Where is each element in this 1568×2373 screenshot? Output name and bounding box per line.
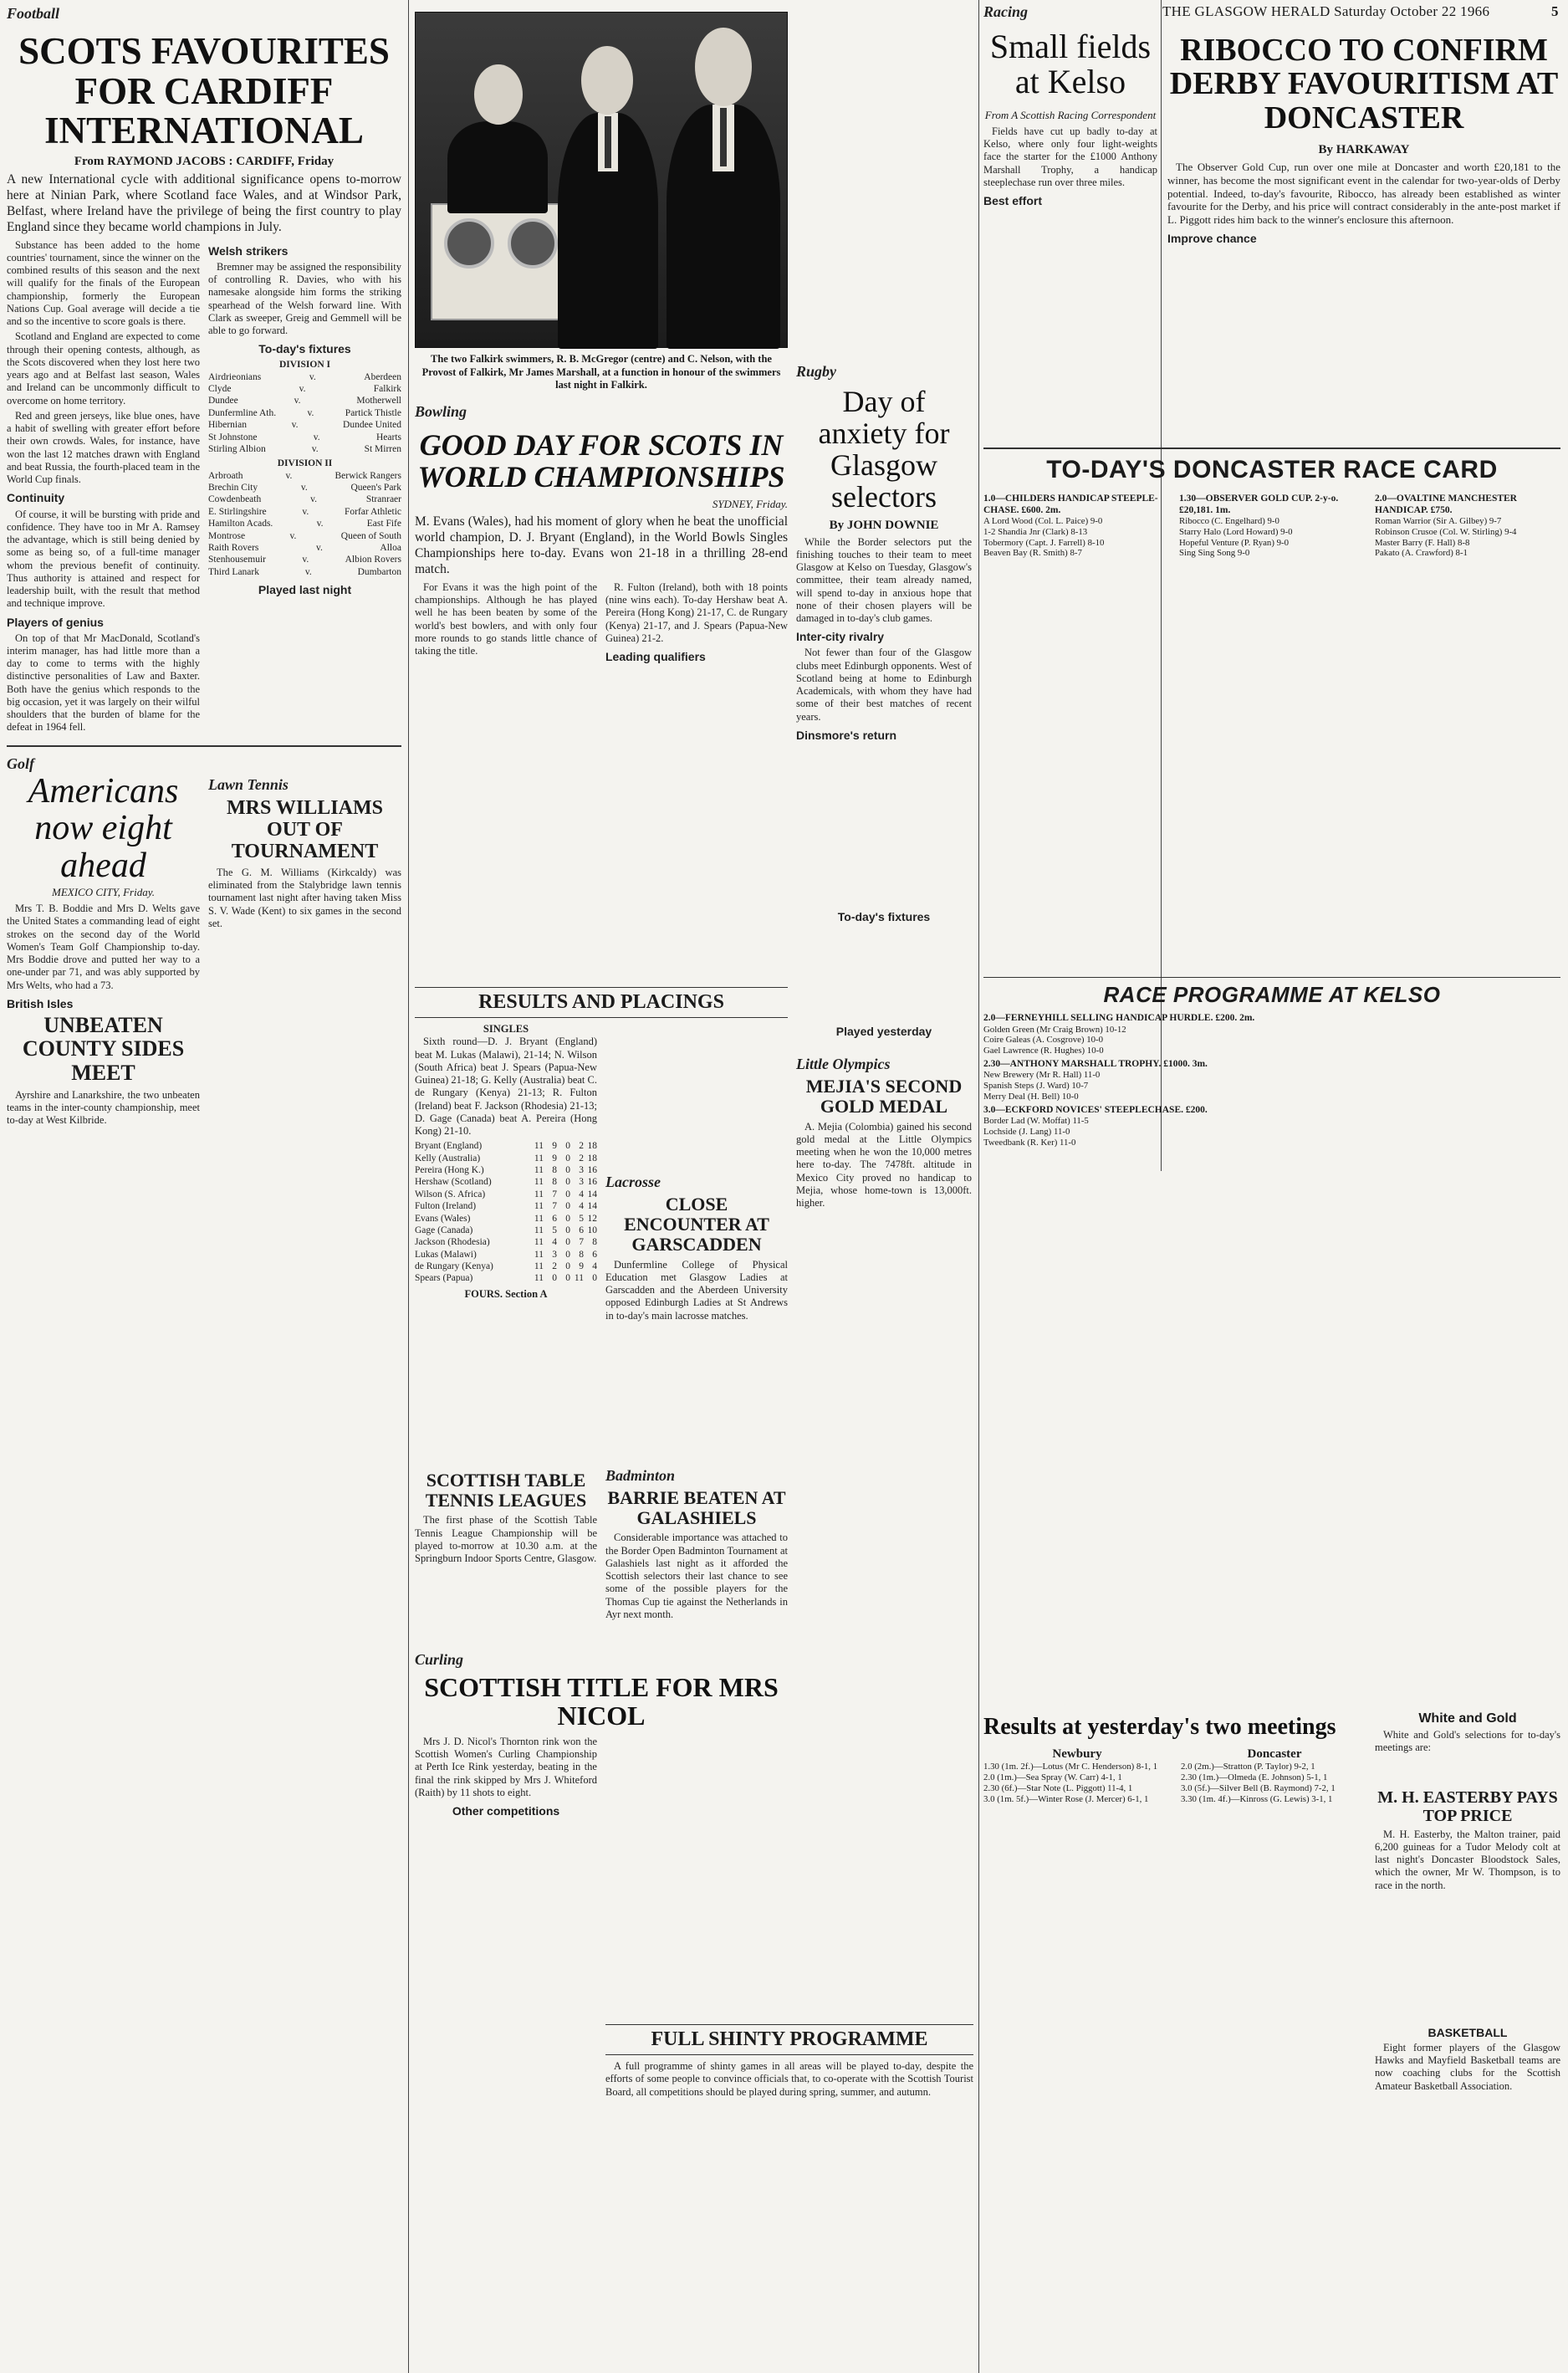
section-golf: Golf xyxy=(7,754,34,772)
other-competitions: Other competitions xyxy=(452,1804,560,1818)
person-head xyxy=(695,28,752,106)
easterby-headline: M. H. EASTERBY PAYS TOP PRICE xyxy=(1377,1787,1558,1825)
golf-col-a xyxy=(7,773,200,1130)
badminton-article xyxy=(605,1467,788,1624)
golf-columns xyxy=(7,773,401,1130)
rugby-played-yesterday: Played yesterday xyxy=(835,1025,932,1039)
fixture-row: Hamilton Acads. v. East Fife xyxy=(208,519,401,529)
results-yesterday xyxy=(983,1715,1368,2367)
placing-row: Hershaw (Scotland) 11 8 0 3 16 xyxy=(415,1177,597,1188)
curling-article xyxy=(415,1651,788,1820)
results-article xyxy=(415,982,788,1325)
section-rule xyxy=(983,977,1560,978)
bowling-lead: M. Evans (Wales), had his moment of glory when he beat the unofficial world champion, D. J. Bryant (England), in the World Bowls Singles Championships here to-day. Evans won 21-18 in a thrilling 28-end match. xyxy=(415,514,788,577)
section-little-olympics: Little Olympics xyxy=(796,1056,891,1073)
fixtures-table xyxy=(208,359,401,578)
swimmers-photo xyxy=(415,12,788,348)
fixture-row: Dundee v. Motherwell xyxy=(208,396,401,407)
fixture-row: Brechin City v. Queen's Park xyxy=(208,483,401,494)
bowling-article xyxy=(415,403,788,667)
lacrosse-body: Dunfermline College of Physical Education met Glasgow Ladies at Garscadden and the Aberdeen University opposed Edinburgh Ladies at St Andrews in to-day's main lacrosse matches. xyxy=(605,1258,788,1322)
ribocco-headline: RIBOCCO TO CONFIRM DERBY FAVOURITISM AT DONCASTER xyxy=(1169,33,1559,136)
cardiff-columns xyxy=(7,239,401,737)
results-col-a: SINGLES Sixth round—D. J. Bryant (England) beat M. Lukas (Malawi), 21-14; N. Wilson (South Africa) beat J. Spears (Papua-New Guinea) 21-18; G. Kelly (Australia) beat C. de Rungary (Kenya) 21-13; R. Fulton (Ireland) beat F. Jackson (Rhodesia) 21-13; D. Gage (Canada) beat A. Pereira (Hong Kong) 21-10. Bryant (England) 11 9 0 2 18 Kelly (Australia) 11 9 0 2 18 Pereira (Hong K.) 11 8 0 3 16 Hershaw (Scotland) 11 8 0 3 16 Wilson (S. Africa) 11 7 0 4 14 Fulton (Ireland) 11 7 0 4 14 Evans (Wales) 11 6 0 5 12 Gage (Canada) 11 5 0 6 10 Jackson (Rhodesia) 11 4 0 7 8 Lukas (Malawi) 11 3 0 8 6 de Rungary (Kenya) 11 2 0 9 4 Spears (Papua) 11 0 0 11 0 FOURS. Section A xyxy=(415,1023,597,1300)
subhead-welsh: Welsh strikers xyxy=(208,243,289,258)
ribocco-byline: By HARKAWAY xyxy=(1318,142,1410,156)
placing-row: Wilson (S. Africa) 11 7 0 4 14 xyxy=(415,1189,597,1199)
placing-row: Lukas (Malawi) 11 3 0 8 6 xyxy=(415,1249,597,1260)
fixture-row: Third Lanark v. Dumbarton xyxy=(208,566,401,577)
cardiff-headline: SCOTS FAVOURITES FOR CARDIFF INTERNATIONAL xyxy=(18,30,390,152)
fixture-row: Stirling Albion v. St Mirren xyxy=(208,443,401,454)
doncaster-results: Doncaster 2.0 (2m.)—Stratton (P. Taylor) 9-2, 1 2.30 (1m.)—Olmeda (E. Johnson) 5-1, 1 3.0 (5f.)—Silver Bell (B. Raymond) 7-2, 1 3.30 (1m. 4f.)—Kinross (G. Lewis) 3-1, 1 xyxy=(1181,1747,1336,1804)
tie xyxy=(605,116,611,168)
person-head xyxy=(581,46,633,115)
placing-row: de Rungary (Kenya) 11 2 0 9 4 xyxy=(415,1261,597,1271)
right-bottom-column xyxy=(1375,1706,1560,2367)
division-1-label: DIVISION I xyxy=(278,360,331,371)
fixture-row: Cowdenbeath v. Stranraer xyxy=(208,494,401,505)
section-rule xyxy=(983,447,1560,449)
tennis-body: The G. M. Williams (Kirkcaldy) was eliminated from the Stalybridge lawn tennis tournament last night after having taken Miss S. V. Wade (Kent) to six games in the second set. xyxy=(208,866,401,929)
kelso-headline: Small fields at Kelso xyxy=(989,28,1152,101)
racecard-columns xyxy=(983,491,1560,559)
curling-headline: SCOTTISH TITLE FOR MRS NICOL xyxy=(424,1672,779,1731)
cardiff-paragraph: Red and green jerseys, like blue ones, have a habit of swelling with greater effort before their own crowds. Wales, for instance, have won the last 12 matches drawn with England and beat Russia, the fourth-placed team in the World Cup finals. xyxy=(7,409,200,486)
shinty-headline: FULL SHINTY PROGRAMME xyxy=(605,2024,973,2055)
doncaster-racecard xyxy=(983,456,1560,1175)
cardiff-byline: From RAYMOND JACOBS : CARDIFF, Friday xyxy=(74,155,335,169)
rugby-byline: By JOHN DOWNIE xyxy=(829,518,939,532)
newbury-results: Newbury 1.30 (1m. 2f.)—Lotus (Mr C. Henderson) 8-1, 1 2.0 (1m.)—Sea Spray (W. Carr) 4-1, 1 2.30 (6f.)—Star Note (L. Piggott) 11-4, 1 3.0 (1m. 5f.)—Winter Rose (J. Mercer) 6-1, 1 xyxy=(983,1747,1158,1804)
cardiff-paragraph: Substance has been added to the home countries' tournament, since the winner on the combined results of this season and the next will qualify for the finals of the European championship, formerly the European Nations Cup. Goal average will decide a tie and so the incentive to score goals is there. xyxy=(7,238,200,328)
section-curling: Curling xyxy=(415,1651,464,1668)
tape-reel xyxy=(444,218,494,268)
table-tennis-headline: SCOTTISH TABLE TENNIS LEAGUES xyxy=(425,1470,587,1511)
fours-label: FOURS. Section A xyxy=(464,1287,548,1300)
subhead-leading: Leading qualifiers xyxy=(605,650,706,664)
results-yesterday-columns xyxy=(983,1745,1368,1805)
fixture-row: Arbroath v. Berwick Rangers xyxy=(208,470,401,481)
played-last-night: Played last night xyxy=(258,583,352,597)
fixture-row: Airdrieonians v. Aberdeen xyxy=(208,371,401,382)
placing-row: Spears (Papua) 11 0 0 11 0 xyxy=(415,1273,597,1284)
bowling-dateline: SYDNEY, Friday. xyxy=(712,498,788,511)
division-2-label: DIVISION II xyxy=(277,458,333,469)
singles-label: SINGLES xyxy=(483,1023,529,1035)
badminton-body: Considerable importance was attached to the Border Open Badminton Tournament at Galashiels last night as it afforded the Scottish selectors their last chance to see some of the possible players for the Thomas Cup tie against the Netherlands in Ayr next month. xyxy=(605,1532,788,1620)
section-badminton: Badminton xyxy=(605,1467,676,1484)
white-gold-headline: White and Gold xyxy=(1418,1711,1517,1726)
fixture-row: Montrose v. Queen of South xyxy=(208,530,401,541)
column-rule xyxy=(408,0,409,2373)
kelso-programme: 2.0—FERNEYHILL SELLING HANDICAP HURDLE. £200. 2m. Golden Green (Mr Craig Brown) 10-12 Coire Galeas (A. Cosgrove) 10-0 Gael Lawrence (R. Hughes) 10-0 2.30—ANTHONY MARSHALL TROPHY. £1000. 3m. New Brewery (Mr R. Hall) 11-0 Spanish Steps (J. Ward) 10-7 Merry Deal (H. Bell) 10-0 3.0—ECKFORD NOVICES' STEEPLECHASE. £200. Border Lad (W. Moffat) 11-5 Lochside (J. Lang) 11-0 Tweedbank (R. Ker) 11-0 xyxy=(983,1013,1255,1148)
fixture-row: Stenhousemuir v. Albion Rovers xyxy=(208,555,401,565)
masthead: THE GLASGOW HERALD Saturday October 22 1966 xyxy=(1162,3,1490,19)
easterby-body: M. H. Easterby, the Malton trainer, paid 6,200 guineas for a Tudor Melody colt at last night's Doncaster Bloodstock Sales, which the owner, Mr W. Thompson, is to race in the north. xyxy=(1375,1828,1560,1891)
rugby-fixtures-title: To-day's fixtures xyxy=(837,910,931,924)
section-rule xyxy=(7,745,401,747)
fixture-row: St Johnstone v. Hearts xyxy=(208,432,401,442)
fixture-row: Clyde v. Falkirk xyxy=(208,384,401,395)
person-provost xyxy=(447,121,548,213)
placing-row: Evans (Wales) 11 6 0 5 12 xyxy=(415,1213,597,1224)
golf-dateline: MEXICO CITY, Friday. xyxy=(51,886,156,899)
cardiff-paragraph: Bremner may be assigned the responsibility of controlling R. Davies, who with his namesake alongside him forms the striking spearhead of the Welsh forward line. With Clark as sweeper, Greig and Gemmell will be able to go forward. xyxy=(208,260,401,337)
section-racing: Racing xyxy=(983,3,1029,20)
placing-row: Pereira (Hong K.) 11 8 0 3 16 xyxy=(415,1165,597,1175)
section-rugby: Rugby xyxy=(796,363,837,380)
placing-row: Jackson (Rhodesia) 11 4 0 7 8 xyxy=(415,1237,597,1248)
shinty-body: A full programme of shinty games in all areas will be played to-day, despite the efforts of some people to convince officials that, to co-operate with the Scottish Tourist Board, all competitions should be played during spring, summer, and autumn. xyxy=(605,2060,973,2098)
golf-body: Mrs T. B. Boddie and Mrs D. Welts gave the United States a commanding lead of eight strokes on the second day of the World Women's Team Golf Championship to-day. Mrs Boddie drove and putted her way to a one-under par 71, and was ably supported by Mrs Welts, who had a 73. xyxy=(7,903,200,991)
placings-table xyxy=(415,1140,597,1285)
table-tennis-article xyxy=(415,1467,597,1568)
ribocco-body: The Observer Gold Cup, run over one mile at Doncaster and worth £20,181 to the winner, has become the most significant event in the calendar for two-year-olds of Derby potential. Indeed, to-day's favourite, Ribocco, has already been established as winter favourite for the Derby, and his price will contract considerably in the ante-post market if L. Piggott rides him back to the winner's enclosure this afternoon. Improve chance xyxy=(1167,160,1560,246)
fixture-row: Raith Rovers v. Alloa xyxy=(208,542,401,553)
cardiff-lead: A new International cycle with additional significance opens to-morrow here at Ninian Park, where Scotland face Wales, and at Windsor Park, Belfast, where Ireland have the privilege of being the first country to play England since they became world champions in July. xyxy=(7,172,401,234)
results-columns xyxy=(415,1023,788,1325)
fixture-row: Dunfermline Ath. v. Partick Thistle xyxy=(208,407,401,418)
shinty-article xyxy=(605,2019,973,2101)
fixture-row: E. Stirlingshire v. Forfar Athletic xyxy=(208,506,401,517)
curling-body: Mrs J. D. Nicol's Thornton rink won the Scottish Women's Curling Championship at Perth Ice Rink yesterday, beating in the final the rink skipped by Mrs J. Whiteford (Raith) by 11 shots to eight. xyxy=(415,1735,597,1798)
cardiff-col-a xyxy=(7,239,200,737)
tape-reel xyxy=(508,218,558,268)
racecard-col: 1.30—OBSERVER GOLD CUP. 2-y-o. £20,181. 1m. Ribocco (C. Engelhard) 9-0 Starry Halo (Lord Howard) 9-0 Hopeful Venture (P. Ryan) 9-0 Sing Sing Song 9-0 xyxy=(1179,494,1339,559)
cardiff-paragraph: Scotland and England are expected to come through their opening contests, although, as the Scots discovered when they lost here two years ago and at Belfast last season, Wales and Ireland can be uncommonly difficult to overcome on home territory. xyxy=(7,330,200,407)
placing-row: Gage (Canada) 11 5 0 6 10 xyxy=(415,1225,597,1235)
ribocco-article xyxy=(1167,25,1560,443)
subhead-genius: Players of genius xyxy=(7,615,104,629)
subhead-inter-city: Inter-city rivalry xyxy=(796,630,885,644)
cardiff-article xyxy=(7,25,401,2367)
bowling-columns xyxy=(415,581,788,667)
subhead-best-effort: Best effort xyxy=(983,194,1043,208)
subhead-dinsmore: Dinsmore's return xyxy=(796,728,897,742)
olympics-headline: MEJIA'S SECOND GOLD MEDAL xyxy=(805,1076,963,1117)
basketball-body: Eight former players of the Glasgow Hawks and Mayfield Basketball teams are now coaching clubs for the Scottish Amateur Basketball Association. xyxy=(1375,2041,1560,2092)
page-number: 5 xyxy=(1551,3,1559,19)
doncaster-title: TO-DAY'S DONCASTER RACE CARD xyxy=(1046,456,1498,483)
center-columns xyxy=(415,12,975,2366)
basketball-headline: BASKETBALL xyxy=(1428,2025,1508,2039)
golf-headline: Americans now eight ahead xyxy=(28,771,179,885)
column-rule xyxy=(978,0,979,2373)
results-headline: RESULTS AND PLACINGS xyxy=(415,987,788,1018)
kelso-article xyxy=(983,3,1157,438)
person-head xyxy=(474,64,523,125)
tennis-curling-col xyxy=(208,773,401,1130)
tie xyxy=(720,108,727,166)
white-gold-body: White and Gold's selections for to-day's meetings are: xyxy=(1375,1729,1560,1754)
placing-row: Bryant (England) 11 9 0 2 18 xyxy=(415,1141,597,1152)
placing-row: Kelly (Australia) 11 9 0 2 18 xyxy=(415,1153,597,1163)
racecard-col: 1.0—CHILDERS HANDICAP STEEPLE-CHASE. £600. 2m. A Lord Wood (Col. L. Paice) 9-0 1-2 Shandia Jnr (Clark) 8-13 Tobermory (Capt. J. Farrell) 8-10 Beaven Bay (R. Smith) 8-7 xyxy=(983,494,1158,559)
badminton-headline: BARRIE BEATEN AT GALASHIELS xyxy=(607,1487,786,1529)
racecard-col: 2.0—OVALTINE MANCHESTER HANDICAP. £750. Roman Warrior (Sir A. Gilbey) 9-7 Robinson Crusoe (Col. W. Stirling) 9-4 Master Barry (F. Hall) 8-8 Pakato (A. Crawford) 8-1 xyxy=(1375,494,1517,559)
kelso-byline: From A Scottish Racing Correspondent xyxy=(984,108,1157,121)
results-yesterday-title: Results at yesterday's two meetings xyxy=(983,1715,1336,1740)
rugby-body: While the Border selectors put the finishing touches to their team to meet Glasgow at Kelso on Tuesday, Glasgow's committee, their team already named, will spend to-day in anxious hope that none of their chosen players will be damaged in to-day's club games. Inter-city rivalry Not fewer than four of the Glasgow clubs meet Edinburgh opponents. West of Scotland being at home to Edinburgh Academicals, with whom they have had some of their best matches of recent years. Dinsmore's return To-day's fixtures Played yesterday xyxy=(796,535,972,1039)
lacrosse-headline: CLOSE ENCOUNTER AT GARSCADDEN xyxy=(624,1194,769,1256)
unbeaten-body: Ayrshire and Lanarkshire, the two unbeaten teams in the inter-county championship, meet to-day at West Kilbride. xyxy=(7,1088,200,1127)
subhead-british-isles: British Isles xyxy=(7,996,74,1010)
placing-row: Fulton (Ireland) 11 7 0 4 14 xyxy=(415,1201,597,1212)
photo-caption: The two Falkirk swimmers, R. B. McGregor (centre) and C. Nelson, with the Provost of Falkirk, Mr James Marshall, at a function in honour of the swimmers last night in Falkirk. xyxy=(421,353,781,391)
rugby-article xyxy=(796,363,972,1212)
section-football: Football xyxy=(7,5,60,22)
section-lacrosse: Lacrosse xyxy=(605,1174,661,1190)
tennis-headline: MRS WILLIAMS OUT OF TOURNAMENT xyxy=(227,796,383,863)
kelso-body: Fields have cut up badly to-day at Kelso, where only four light-weights face the starter for the £1000 Anthony Marshall Trophy, a handicap steeplechase run over three miles. Best effort xyxy=(983,125,1157,208)
bowling-col-a: For Evans it was the high point of the championships. Although he has played well he has been beaten by some of the world's best bowlers, and with only four more rounds to go stands little chance of taking the title. xyxy=(415,580,597,657)
olympics-body: A. Mejia (Colombia) gained his second gold medal at the Little Olympics meeting when he won the 10,000 metres here to-day. The 7478ft. altitude in Mexico City proved no handicap to Mejia, whose home-town is 13,000ft. higher. xyxy=(796,1120,972,1210)
subhead-continuity: Continuity xyxy=(7,491,65,505)
subhead-improve: Improve chance xyxy=(1167,232,1257,246)
section-lawn-tennis: Lawn Tennis xyxy=(208,775,289,793)
cardiff-paragraph: On top of that Mr MacDonald, Scotland's interim manager, has had little more than a day to come to terms with the highly distinctive personalities of Law and Baxter. Both have the genius which responds to the big occasion, yet it was largely on their wilful shoulders that the burden of blame for the defeat in 1964 fell. xyxy=(7,632,200,734)
fixtures-title: To-day's fixtures xyxy=(258,342,351,356)
results-col-b xyxy=(605,1023,788,1325)
unbeaten-headline: UNBEATEN COUNTY SIDES MEET xyxy=(22,1012,185,1086)
rugby-headline: Day of anxiety for Glasgow selectors xyxy=(818,385,950,514)
bowling-headline: GOOD DAY FOR SCOTS IN WORLD CHAMPIONSHIPS xyxy=(417,428,785,494)
table-tennis-body: The first phase of the Scottish Table Tennis League Championship will be played to-morrow at 10.30 a.m. at the Springburn Indoor Sports Centre, Glasgow. xyxy=(415,1514,597,1565)
section-bowling: Bowling xyxy=(415,403,467,420)
bowling-col-b: R. Fulton (Ireland), both with 18 points (nine wins each). To-day Hershaw beat A. Pereira (Hong Kong) 21-17, C. de Rungary (Kenya) 21-17, and J. Spears (Papua-New Guinea) 21-2. Leading qualifiers xyxy=(605,580,788,664)
cardiff-paragraph: Of course, it will be bursting with pride and confidence. They have too in Mr A. Ramsey the advantage, which is still being denied by some as being so, of a full-time manager whom the previous benefit of continuity. Thus authority is attained and respect for leadership built, with the result that method and technique improve. xyxy=(7,508,200,610)
kelso-programme-title: RACE PROGRAMME AT KELSO xyxy=(1103,982,1441,1008)
cardiff-col-b xyxy=(208,239,401,737)
fixture-row: Hibernian v. Dundee United xyxy=(208,420,401,431)
